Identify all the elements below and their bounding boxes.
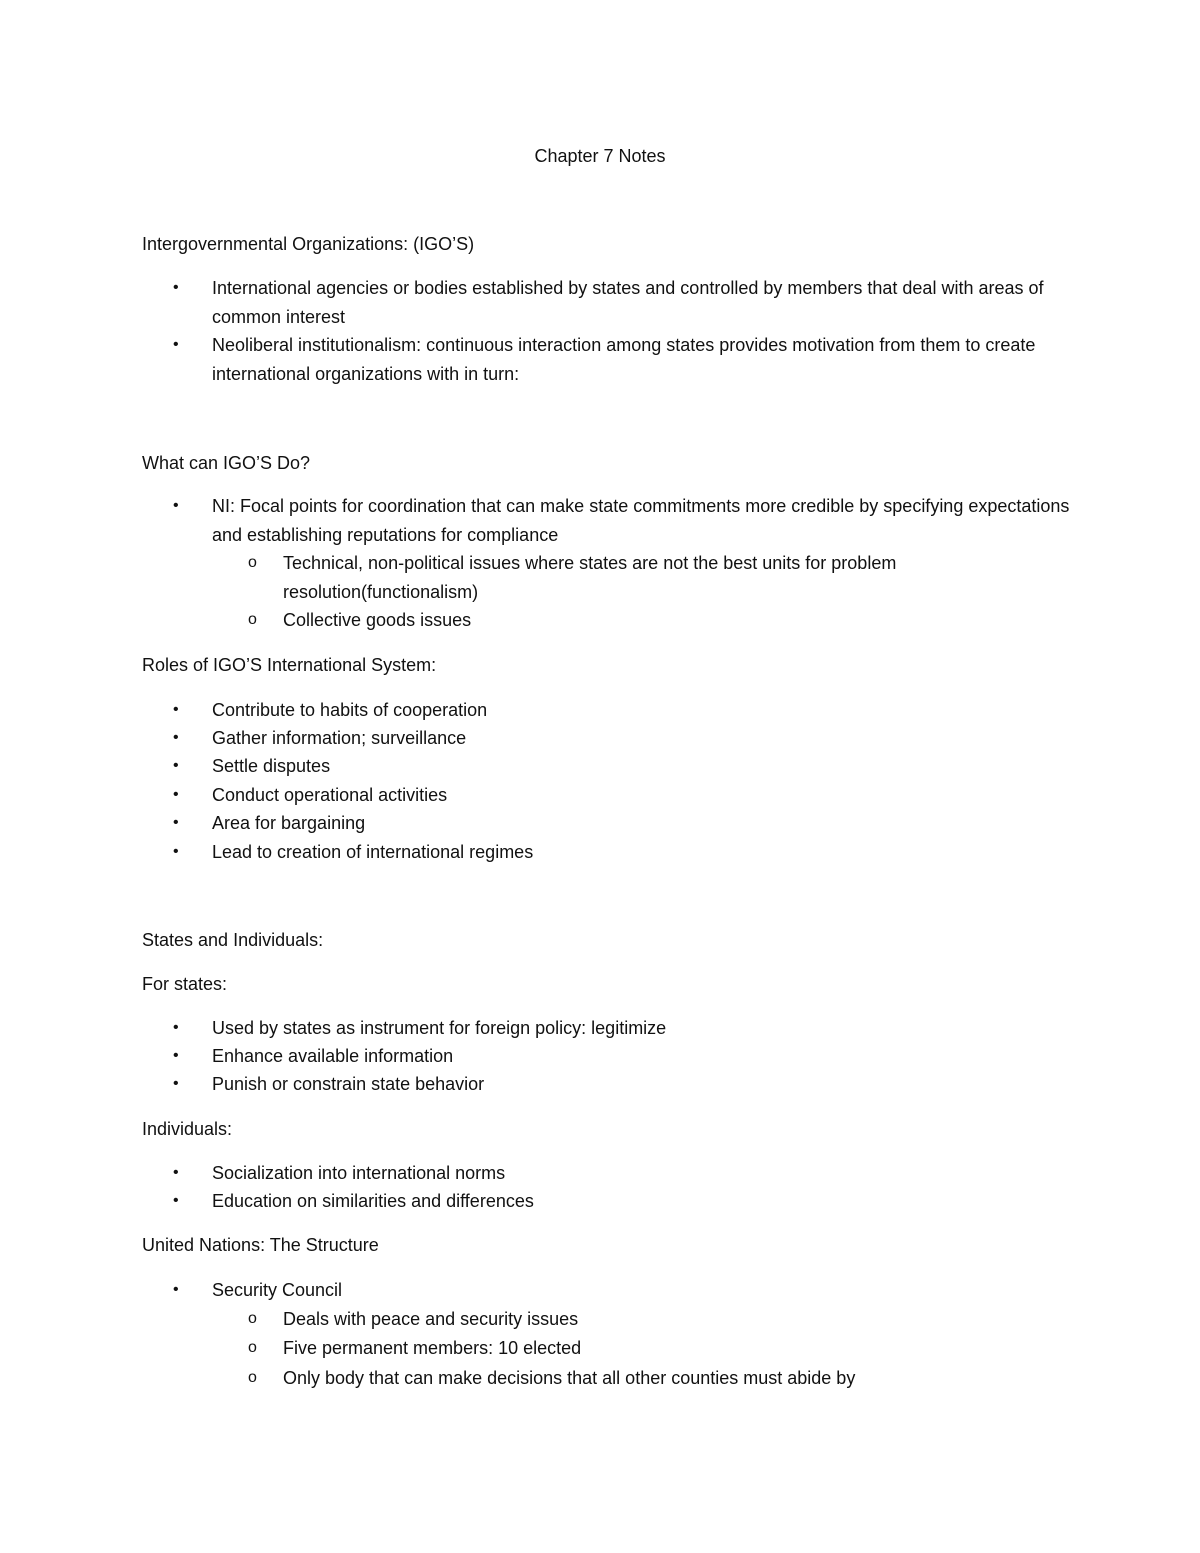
- section-heading-states-individuals: States and Individuals:: [142, 930, 324, 950]
- bullet-icon: •: [173, 336, 179, 353]
- bullet-icon: •: [173, 1075, 179, 1092]
- list-item: Settle disputes: [212, 756, 331, 776]
- bullet-icon: •: [173, 814, 179, 831]
- section-heading-roles: Roles of IGO’S International System:: [142, 655, 437, 675]
- section-heading-un: United Nations: The Structure: [142, 1235, 379, 1255]
- sub-list-item: Only body that can make decisions that all other counties must abide by: [283, 1368, 856, 1388]
- list-item: Socialization into international norms: [212, 1163, 506, 1183]
- bullet-icon: •: [173, 1047, 179, 1064]
- list-item: Lead to creation of international regimes: [212, 842, 534, 862]
- sub-bullet-icon: o: [248, 554, 257, 571]
- list-item: Area for bargaining: [212, 813, 366, 833]
- section-heading-for-states: For states:: [142, 974, 228, 994]
- bullet-icon: •: [173, 1019, 179, 1036]
- bullet-icon: •: [173, 1192, 179, 1209]
- sub-bullet-icon: o: [248, 611, 257, 628]
- sub-bullet-icon: o: [248, 1369, 257, 1386]
- list-item: Neoliberal institutionalism: continuous interaction among states provides motivation from them to create international organizations with in turn:: [212, 335, 1036, 384]
- bullet-icon: •: [173, 843, 179, 860]
- list-item: Enhance available information: [212, 1046, 454, 1066]
- list-item: Contribute to habits of cooperation: [212, 700, 488, 720]
- sub-list-item: Five permanent members: 10 elected: [283, 1338, 582, 1358]
- list-item: NI: Focal points for coordination that can make state commitments more credible by specifying expectations and establishing reputations for compliance: [212, 496, 1070, 545]
- bullet-icon: •: [173, 757, 179, 774]
- section-heading-what-can: What can IGO’S Do?: [142, 453, 311, 473]
- list-item: International agencies or bodies established by states and controlled by members that deal with areas of common interest: [212, 278, 1044, 327]
- list-item: Security Council: [212, 1280, 343, 1300]
- sub-bullet-icon: o: [248, 1310, 257, 1327]
- bullet-icon: •: [173, 786, 179, 803]
- bullet-icon: •: [173, 1281, 179, 1298]
- sub-bullet-icon: o: [248, 1339, 257, 1356]
- bullet-icon: •: [173, 1164, 179, 1181]
- list-item: Gather information; surveillance: [212, 728, 467, 748]
- bullet-icon: •: [173, 279, 179, 296]
- sub-list-item: Technical, non-political issues where states are not the best units for problem resolution(functionalism): [283, 553, 897, 602]
- section-heading-individuals: Individuals:: [142, 1119, 233, 1139]
- section-heading-igos: Intergovernmental Organizations: (IGO’S): [142, 234, 475, 254]
- sub-list-item: Deals with peace and security issues: [283, 1309, 579, 1329]
- list-item: Punish or constrain state behavior: [212, 1074, 485, 1094]
- bullet-icon: •: [173, 497, 179, 514]
- list-item: Conduct operational activities: [212, 785, 448, 805]
- page-title: Chapter 7 Notes: [534, 146, 666, 166]
- list-item: Education on similarities and differences: [212, 1191, 534, 1211]
- list-item: Used by states as instrument for foreign policy: legitimize: [212, 1018, 667, 1038]
- bullet-icon: •: [173, 729, 179, 746]
- bullet-icon: •: [173, 701, 179, 718]
- sub-list-item: Collective goods issues: [283, 610, 472, 630]
